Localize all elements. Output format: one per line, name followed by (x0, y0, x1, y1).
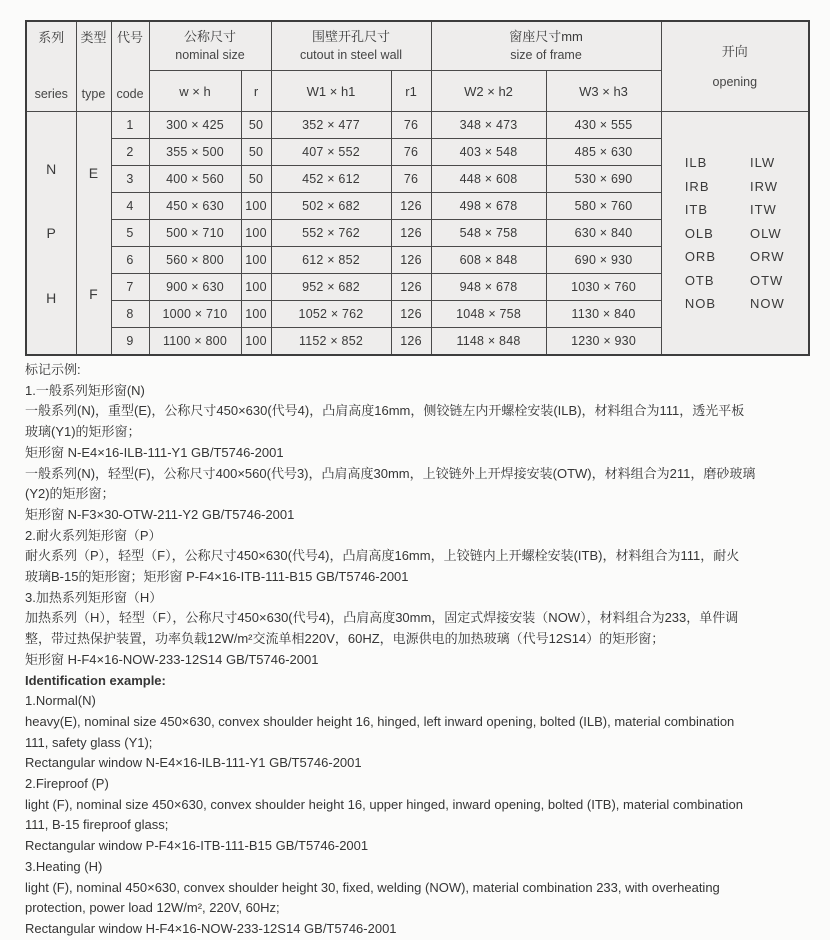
col-header-type-en: type (81, 87, 106, 101)
col-header-opening (661, 21, 809, 112)
note-line: 一般系列(N)，轻型(F)，公称尺寸400×560(代号3)，凸肩高度30mm，上铰链外上开焊接安装(OTW)，材料组合为211，磨砂玻璃 (25, 465, 756, 481)
col-header-series-zh: 系列 (38, 30, 65, 45)
cell-w2h2: 1148 × 848 (431, 328, 546, 356)
cell-r1: 126 (391, 193, 431, 220)
opening-code: ORB (684, 249, 716, 264)
col-header-frame-en: size of frame (510, 48, 582, 62)
col-header-r1: r1 (391, 71, 431, 112)
window-dimensions-table (25, 20, 810, 356)
cell-code: 4 (111, 193, 149, 220)
cell-wh: 1100 × 800 (149, 328, 241, 356)
cell-w1h1: 952 × 682 (271, 274, 391, 301)
cell-r1: 126 (391, 247, 431, 274)
cell-w3h3: 530 × 690 (546, 166, 661, 193)
identification-notes (25, 360, 811, 940)
note-line: light (F), nominal 450×630, convex shoulder height 30, fixed, welding (NOW), material combination 233, with overheating (25, 879, 720, 895)
cell-w2h2: 948 × 678 (431, 274, 546, 301)
opening-code: OTW (749, 272, 784, 288)
note-line: 矩形窗 N-F3×30-OTW-211-Y2 GB/T5746-2001 (25, 506, 295, 522)
note-line: 玻璃(Y1)的矩形窗； (25, 424, 141, 440)
cell-r1: 76 (391, 166, 431, 193)
note-line: 1.Normal(N) (25, 693, 96, 709)
type-value: E (88, 164, 99, 181)
note-line: 矩形窗 N-E4×16-ILB-111-Y1 GB/T5746-2001 (25, 444, 284, 460)
col-header-nominal-en: nominal size (175, 48, 245, 62)
cell-code: 6 (111, 247, 149, 274)
opening-code: ILB (684, 155, 708, 170)
opening-code: OTB (684, 272, 715, 288)
opening-code: IRW (749, 178, 779, 194)
col-header-r: r (241, 71, 271, 112)
opening-code: NOB (684, 296, 716, 311)
col-header-code-zh: 代号 (116, 30, 143, 45)
note-line: Rectangular window P-F4×16-ITB-111-B15 GB/T5746-2001 (25, 838, 369, 854)
col-header-cutout-en: cutout in steel wall (299, 48, 403, 62)
cell-w1h1: 407 × 552 (271, 139, 391, 166)
cell-r1: 76 (391, 139, 431, 166)
cell-w2h2: 498 × 678 (431, 193, 546, 220)
cell-wh: 500 × 710 (149, 220, 241, 247)
cell-w2h2: 548 × 758 (431, 220, 546, 247)
cell-w3h3: 430 × 555 (546, 112, 661, 139)
note-line: 1.一般系列矩形窗(N) (25, 382, 145, 398)
opening-code: ORW (749, 249, 785, 264)
note-line: Rectangular window H-F4×16-NOW-233-12S14 GB/T5746-2001 (25, 920, 397, 936)
cell-w3h3: 1230 × 930 (546, 328, 661, 356)
cell-w3h3: 580 × 760 (546, 193, 661, 220)
cell-r: 50 (241, 112, 271, 139)
col-header-cutout (271, 21, 431, 71)
cell-r: 50 (241, 139, 271, 166)
cell-r1: 76 (391, 112, 431, 139)
cell-w2h2: 448 × 608 (431, 166, 546, 193)
note-line: 加热系列（H），轻型（F），公称尺寸450×630(代号4)，凸肩高度30mm，固定式焊接安装（NOW），材料组合为233，单件调 (25, 610, 739, 626)
opening-code: ILW (749, 155, 776, 170)
cell-w1h1: 502 × 682 (271, 193, 391, 220)
cell-code: 9 (111, 328, 149, 356)
col-header-series (26, 21, 76, 112)
cell-w1h1: 552 × 762 (271, 220, 391, 247)
col-header-w2h2: W2 × h2 (431, 71, 546, 112)
note-line-en-heading: Identification example: (25, 672, 166, 688)
header-row-1 (26, 21, 809, 71)
opening-code: NOW (749, 296, 785, 311)
cell-w3h3: 630 × 840 (546, 220, 661, 247)
note-line: light (F), nominal size 450×630, convex shoulder height 16, upper hinged, inward opening, bolted (ITB), material combination (25, 796, 743, 812)
cell-w1h1: 612 × 852 (271, 247, 391, 274)
cell-w3h3: 485 × 630 (546, 139, 661, 166)
col-header-opening-en: opening (712, 74, 758, 89)
cell-r: 100 (241, 193, 271, 220)
series-value: N (46, 160, 57, 177)
cell-wh: 1000 × 710 (149, 301, 241, 328)
opening-code: ITW (749, 202, 777, 217)
cell-r: 100 (241, 247, 271, 274)
cell-r: 100 (241, 220, 271, 247)
note-line-zh-heading: 标记示例: (25, 362, 81, 377)
opening-code: OLB (684, 225, 714, 241)
cell-wh: 355 × 500 (149, 139, 241, 166)
cell-r: 100 (241, 328, 271, 356)
table-row (26, 112, 809, 139)
opening-code: OLW (749, 225, 782, 241)
cell-w3h3: 1030 × 760 (546, 274, 661, 301)
note-line: 3.Heating (H) (25, 858, 103, 874)
cell-w1h1: 352 × 477 (271, 112, 391, 139)
cell-wh: 450 × 630 (149, 193, 241, 220)
col-header-type-zh: 类型 (80, 30, 107, 45)
cell-wh: 300 × 425 (149, 112, 241, 139)
cell-w2h2: 1048 × 758 (431, 301, 546, 328)
note-line: heavy(E), nominal size 450×630, convex shoulder height 16, hinged, left inward opening, bolted (ILB), material combination (25, 713, 735, 729)
note-line: Rectangular window N-E4×16-ILB-111-Y1 GB/T5746-2001 (25, 755, 362, 771)
note-line: 2.耐火系列矩形窗（P） (25, 527, 162, 543)
col-header-w1h1: W1 × h1 (271, 71, 391, 112)
note-line: 矩形窗 H-F4×16-NOW-233-12S14 GB/T5746-2001 (25, 651, 319, 667)
cell-code: 3 (111, 166, 149, 193)
note-line: 111, safety glass (Y1); (25, 734, 153, 750)
type-value: F (89, 285, 98, 302)
cell-r1: 126 (391, 328, 431, 356)
note-line: 3.加热系列矩形窗（H） (25, 589, 163, 605)
col-header-cutout-zh: 围壁开孔尺寸 (312, 29, 391, 44)
col-header-wh: w × h (149, 71, 241, 112)
col-header-opening-zh: 开向 (721, 43, 748, 59)
opening-column-cell (661, 112, 809, 356)
cell-r1: 126 (391, 274, 431, 301)
note-line: 2.Fireproof (P) (25, 776, 109, 792)
col-header-series-en: series (34, 87, 68, 101)
type-column-cell (76, 112, 111, 356)
cell-w3h3: 690 × 930 (546, 247, 661, 274)
col-header-frame-zh: 窗座尺寸mm (509, 29, 583, 44)
cell-code: 5 (111, 220, 149, 247)
cell-r: 100 (241, 274, 271, 301)
note-line: (Y2)的矩形窗； (25, 486, 115, 502)
cell-w3h3: 1130 × 840 (546, 301, 661, 328)
cell-r1: 126 (391, 220, 431, 247)
opening-code: ITB (684, 202, 709, 217)
cell-w2h2: 608 × 848 (431, 247, 546, 274)
col-header-type (76, 21, 111, 112)
cell-r: 100 (241, 301, 271, 328)
series-value: P (46, 225, 57, 241)
note-line: 111, B-15 fireproof glass; (25, 817, 169, 833)
series-value: H (46, 289, 57, 306)
note-line: 玻璃B-15的矩形窗；矩形窗 P-F4×16-ITB-111-B15 GB/T5746-2001 (25, 569, 409, 585)
note-line: 耐火系列（P），轻型（F），公称尺寸450×630(代号4)，凸肩高度16mm，上铰链内上开螺栓安装(ITB)，材料组合为111，耐火 (25, 548, 740, 564)
cell-code: 8 (111, 301, 149, 328)
cell-w2h2: 403 × 548 (431, 139, 546, 166)
cell-w1h1: 1052 × 762 (271, 301, 391, 328)
cell-wh: 560 × 800 (149, 247, 241, 274)
opening-code: IRB (684, 178, 710, 194)
cell-w1h1: 452 × 612 (271, 166, 391, 193)
cell-r1: 126 (391, 301, 431, 328)
cell-r: 50 (241, 166, 271, 193)
col-header-nominal-zh: 公称尺寸 (184, 29, 237, 44)
col-header-code (111, 21, 149, 112)
note-line: 一般系列(N)，重型(E)，公称尺寸450×630(代号4)，凸肩高度16mm，侧铰链左内开螺栓安装(ILB)，材料组合为111，透光平板 (25, 403, 745, 419)
cell-code: 7 (111, 274, 149, 301)
cell-w1h1: 1152 × 852 (271, 328, 391, 356)
col-header-code-en: code (116, 87, 144, 101)
col-header-nominal-size (149, 21, 271, 71)
series-column-cell (26, 112, 76, 356)
note-line: protection, power load 12W/m², 220V, 60Hz; (25, 900, 280, 916)
cell-code: 1 (111, 112, 149, 139)
cell-w2h2: 348 × 473 (431, 112, 546, 139)
note-line: 整，带过热保护装置，功率负载12W/m²交流单相220V，60HZ，电源供电的加热玻璃（代号12S14）的矩形窗； (25, 631, 665, 647)
cell-wh: 400 × 560 (149, 166, 241, 193)
col-header-frame-size (431, 21, 661, 71)
cell-wh: 900 × 630 (149, 274, 241, 301)
cell-code: 2 (111, 139, 149, 166)
col-header-w3h3: W3 × h3 (546, 71, 661, 112)
